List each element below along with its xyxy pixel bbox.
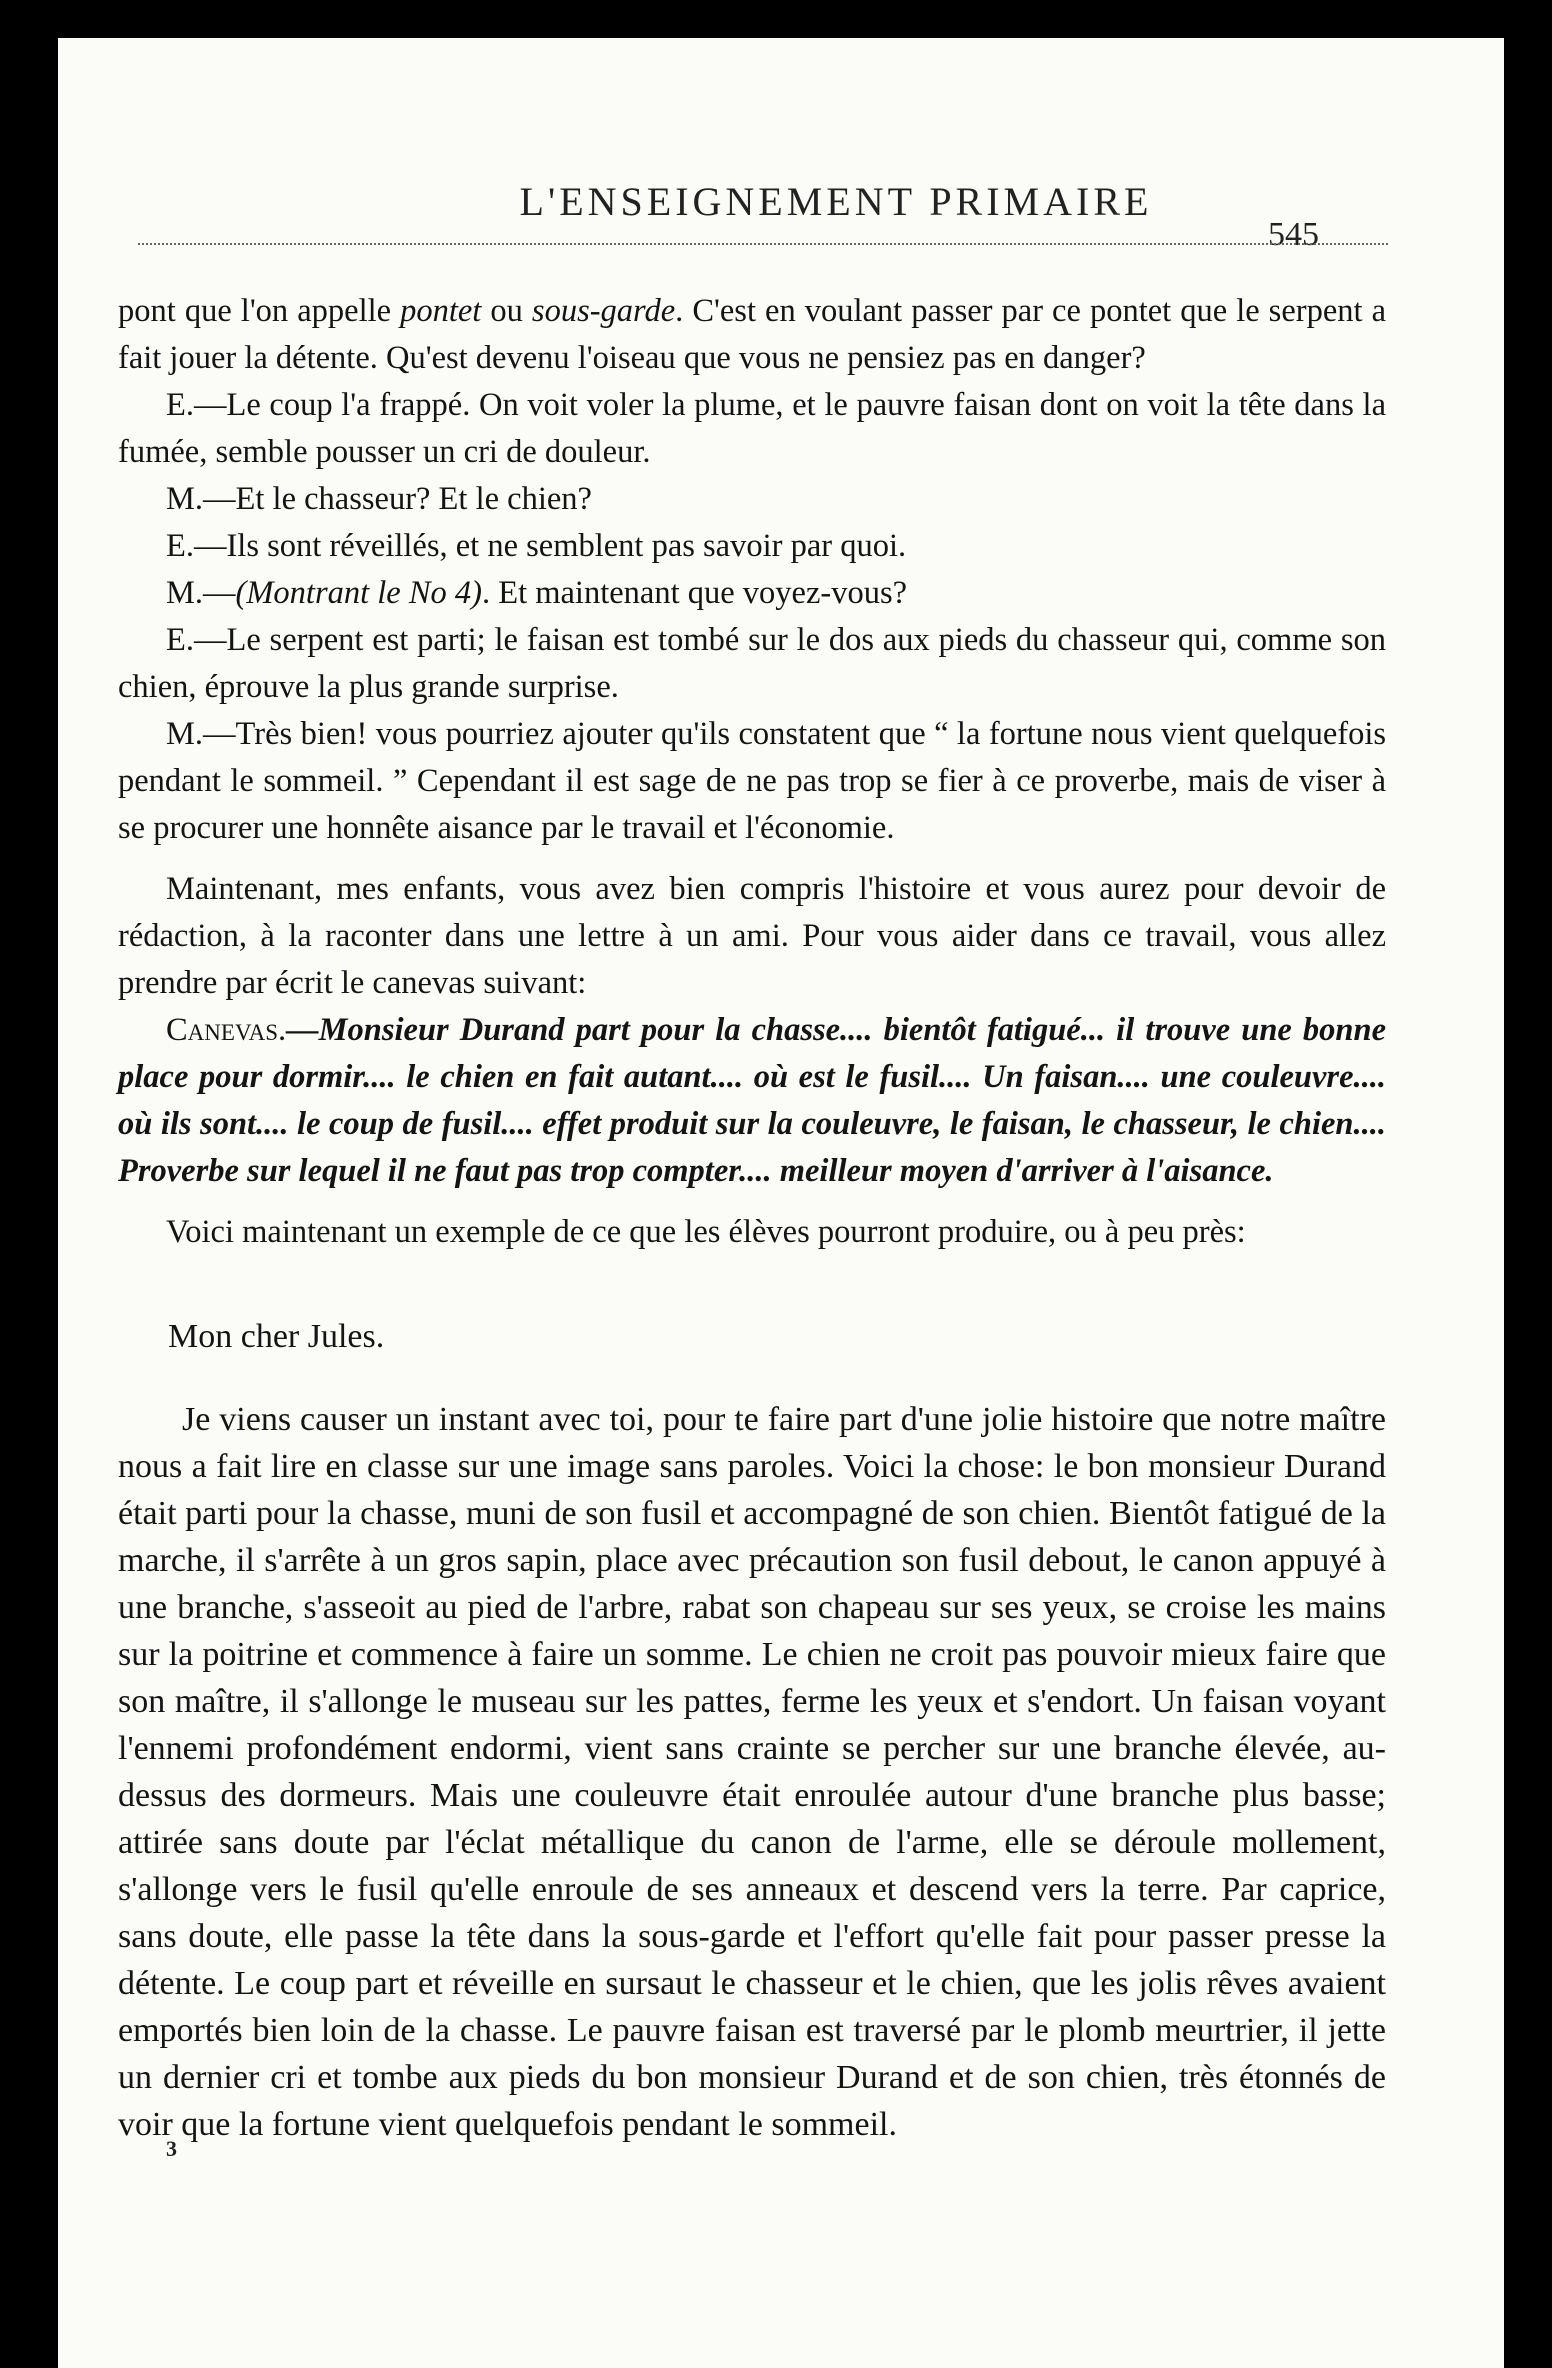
paragraph: E.—Le coup l'a frappé. On voit voler la plume, et le pauvre faisan dont on voit la tête dans la fumée, semble pousser un cri de douleur.	[118, 387, 1386, 470]
header-rule	[138, 243, 1388, 245]
letter-section	[118, 1313, 1386, 2148]
signature-mark: 3	[166, 2136, 177, 2161]
paragraph: M.—(Montrant le No 4). Et maintenant que voyez-vous?	[166, 575, 908, 611]
paragraph: M.—Très bien! vous pourriez ajouter qu'ils constatent que “ la fortune nous vient quelquefois pendant le sommeil. ” Cependant il est sage de ne pas trop se fier à ce proverbe, mais de viser à se procurer une honnête aisance par le travail et l'économie.	[118, 716, 1386, 846]
canevas-paragraph: Canevas.—Monsieur Durand part pour la chasse.... bientôt fatigué... il trouve une bonne place pour dormir.... le chien en fait autant.... où est le fusil.... Un faisan.... une couleuvre.... où ils sont.... le coup de fusil.... effet produit sur la couleuvre, le faisan, le chasseur, le chien.... Proverbe sur lequel il ne faut pas trop compter.... meilleur moyen d'arriver à l'aisance.	[118, 1012, 1386, 1189]
paragraph: E.—Ils sont réveillés, et ne semblent pas savoir par quoi.	[166, 528, 907, 564]
paragraph: Voici maintenant un exemple de ce que les élèves pourront produire, ou à peu près:	[166, 1214, 1246, 1250]
paragraph: E.—Le serpent est parti; le faisan est tombé sur le dos aux pieds du chasseur qui, comme son chien, éprouve la plus grande surprise.	[118, 622, 1386, 705]
letter-body: Je viens causer un instant avec toi, pour te faire part d'une jolie histoire que notre maître nous a fait lire en classe sur une image sans paroles. Voici la chose: le bon monsieur Durand était parti pour la chasse, muni de son fusil et accompagné de son chien. Bientôt fatigué de la marche, il s'arrête à un gros sapin, place avec précaution son fusil debout, le canon appuyé à une branche, s'asseoit au pied de l'arbre, rabat son chapeau sur ses yeux, se croise les mains sur la poitrine et commence à faire un somme. Le chien ne croit pas pouvoir mieux faire que son maître, il s'allonge le museau sur les pattes, ferme les yeux et s'endort. Un faisan voyant l'ennemi profondément endormi, vient sans crainte se percher sur une branche élevée, au-dessus des dormeurs. Mais une couleuvre était enroulée autour d'une branche plus basse; attirée sans doute par l'éclat métallique du canon de l'arme, elle se déroule mollement, s'allonge vers le fusil qu'elle enroule de ses anneaux et descend vers la terre. Par caprice, sans doute, elle passe la tête dans la sous-garde et l'effort qu'elle fait pour passer presse la détente. Le coup part et réveille en sursaut le chasseur et le chien, que les jolis rêves avaient emportés bien loin de la chasse. Le pauvre faisan est traversé par le plomb meurtrier, il jette un dernier cri et tombe aux pieds du bon monsieur Durand et de son chien, très étonnés de voir que la fortune vient quelquefois pendant le sommeil.	[118, 1401, 1386, 2143]
document-page	[58, 38, 1504, 2368]
letter-salutation: Mon cher Jules.	[168, 1318, 385, 1355]
running-header: L'ENSEIGNEMENT PRIMAIRE	[519, 179, 1153, 224]
paragraph: M.—Et le chasseur? Et le chien?	[166, 481, 592, 517]
dialogue-section	[118, 288, 1386, 1256]
paragraph: pont que l'on appelle pontet ou sous-garde. C'est en voulant passer par ce pontet que le serpent a fait jouer la détente. Qu'est devenu l'oiseau que vous ne pensiez pas en danger?	[118, 293, 1387, 376]
page-number: 545	[1268, 216, 1319, 253]
paragraph: Maintenant, mes enfants, vous avez bien compris l'histoire et vous aurez pour devoir de rédaction, à la raconter dans une lettre à un ami. Pour vous aider dans ce travail, vous allez prendre par écrit le canevas suivant:	[118, 871, 1386, 1001]
